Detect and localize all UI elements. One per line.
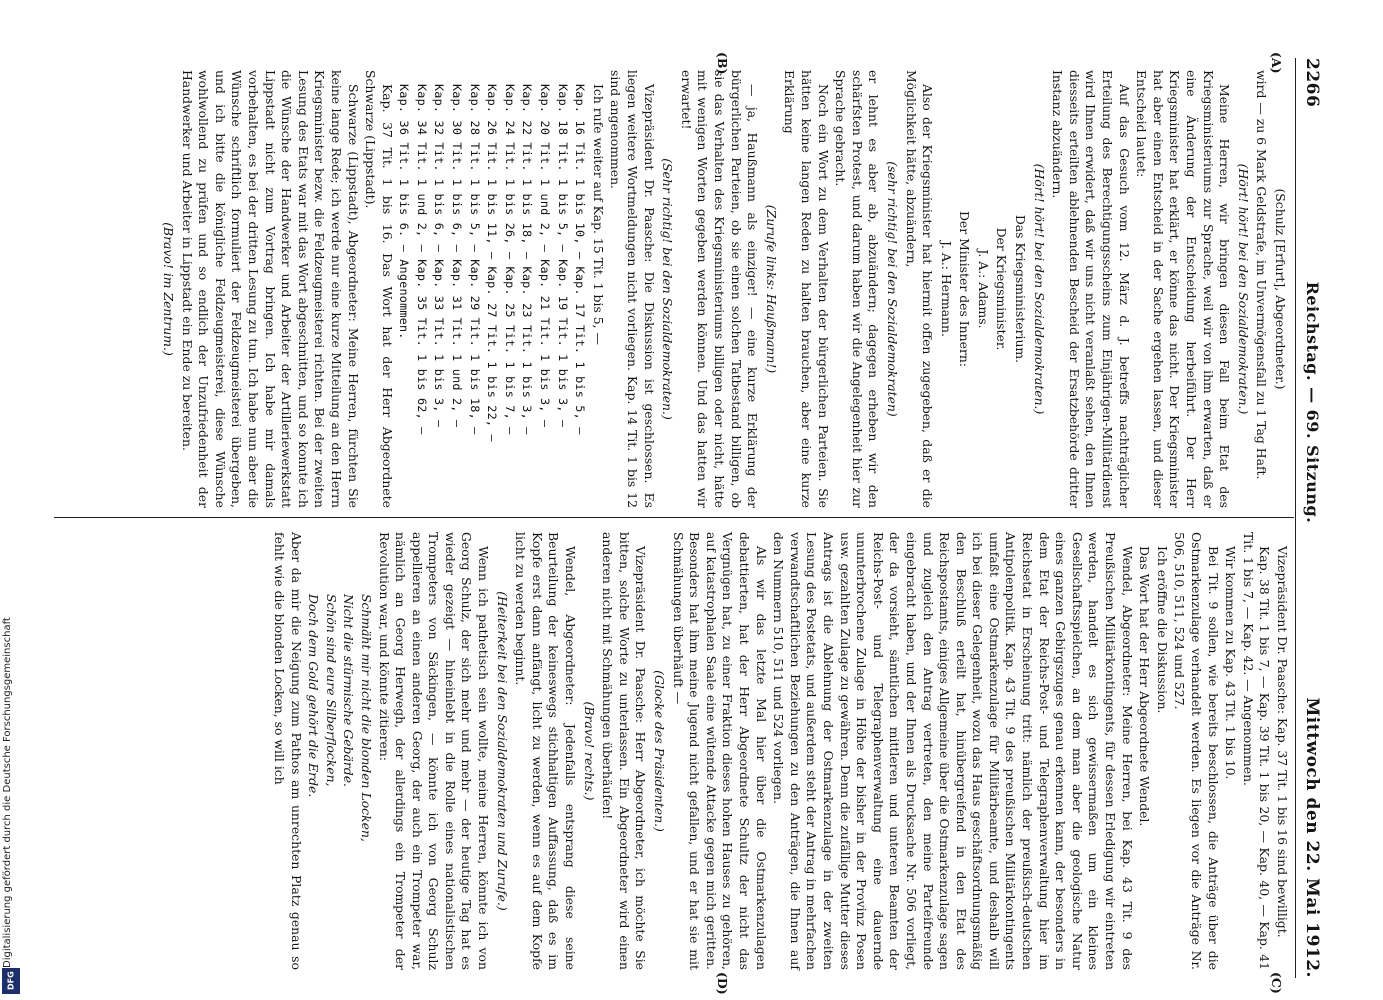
paragraph: Bei Tit. 9 sollen, wie bereits beschlossen, die Anträge über die Ostmarkenzulage verhandelt werden. Es liegen vor die Anträge Nr. 506, 510, 511, 524 und 527. xyxy=(1172,532,1221,970)
paragraph: — ja, Haußmann als einziger! — eine kurze Erklärung der bürgerlichen Parteien, ob sie einen solchen Tatbestand billigen, ob sie das Verhalten des Kriegsministeriums billigen oder nicht, hätte mit wenigen Worten gegeben werden können. Und das hatten wir erwartet! xyxy=(678,70,761,508)
column-divider xyxy=(54,517,1294,518)
paragraph: Aber da mir die Neigung zum Pathos am unrechten Platz genau so fehlt wie die blonden Locken, so will ich xyxy=(271,532,304,970)
paragraph: Kap. 37 Tit. 1 bis 16. Das Wort hat der Herr Abgeordnete Schwarze (Lippstadt). xyxy=(363,70,395,508)
digitization-sidebar xyxy=(0,0,24,1000)
margin-mark-b: (B) xyxy=(715,52,730,75)
margin-mark-c: (C) xyxy=(1269,972,1284,994)
margin-mark-a: (A) xyxy=(1269,52,1284,74)
quoted-decision: Auf das Gesuch vom 12. März d. J. betreffs nachträglicher Erteilung des Berechtigungsscheins zum Einjährigen-Militärdienst wird Ihnen erwidert, daß wir uns nicht veranlaßt sehen, den Ihnen diesseits erteilten ablehnenden Bescheid der Ersatzbehörde dritter Instanz abzuändern. xyxy=(1050,70,1132,508)
speaker-continuation: (Schulz [Erfurt], Abgeordneter.) xyxy=(1273,188,1288,390)
paragraph: Also der Kriegsminister hat hiermit offen zugegeben, daß er die Möglichkeit hätte, abzuändern, xyxy=(903,70,936,508)
speech-schwarze: Schwarze (Lippstadt), Abgeordneter: Meine Herren, fürchten Sie keine lange Rede; ich werde nur eine kurze Mitteilung an den Herrn Kriegsminister bezw. die Feldzeugmeisterei richten. Bei der zweiten Lesung des Etats war mit das Wort abgeschnitten, und so konnte ich die Wünsche der Handwerker und Arbeiter der Artilleriewerkstatt Lippstadt nicht zum Vortrag bringen. Ich habe mir damals vorbehalten, es bei der dritten Lesung zu tun. Ich habe nun aber die Wünsche schriftlich formuliert der Feldzeugmeisterei übergeben, und ich bitte die königliche Feldzeugmeisterei, diese Wünsche wohlwollend zu prüfen und so endlich der Unzufriedenheit der Handwerker und Arbeiter in Lippstadt ein Ende zu bereiten. xyxy=(179,70,361,508)
chapter-list-line: Kap. 34 Tit. 1 und 2, — Kap. 35 Tit. 1 bis 62, — xyxy=(414,84,429,435)
funding-credit: Digitalisierung gefördert durch die Deutsche Forschungsgemeinschaft xyxy=(2,617,13,968)
chapter-list-line: Kap. 18 Tit. 1 bis 5, — Kap. 19 Tit. 1 bis 3, — xyxy=(555,84,570,428)
left-column xyxy=(157,70,1290,508)
paragraph: Kap. 38 Tit. 1 bis 7, — Kap. 39 Tit. 1 bis 20, — Kap. 40, — Kap. 41 Tit. 1 bis 7, — Kap. 42. — Angenommen. xyxy=(1240,532,1273,970)
interjection: (Heiterkeit bei den Sozialdemokraten und Zurufe.) xyxy=(494,591,510,911)
margin-mark-d: (D) xyxy=(715,972,730,995)
interjection: (Glocke des Präsidenten.) xyxy=(652,670,668,832)
paragraph: Noch ein Wort zu dem Verhalten der bürgerlichen Parteien. Sie hätten keine langen Reden zu halten brauchen, aber eine kurze Erklärung xyxy=(782,70,831,508)
document-page xyxy=(40,0,1330,1000)
dfg-logo-icon: DFG xyxy=(2,968,20,994)
chapter-list-line: Kap. 16 Tit. 1 bis 10, — Kap. 17 Tit. 1 bis 5, — xyxy=(573,84,588,435)
chapter-list-line: Kap. 28 Tit. 1 bis 5, — Kap. 29 Tit. 1 bis 18, — xyxy=(467,84,482,435)
signature-line: J. A.: Adams. xyxy=(975,249,991,329)
interjection: (Bravo! rechts.) xyxy=(581,701,597,801)
chapter-list-line: Kap. 20 Tit. 1 und 2, — Kap. 21 Tit. 1 bis 3, — xyxy=(538,84,553,428)
right-column xyxy=(269,532,1290,970)
paragraph: Ich eröffne die Diskussion. xyxy=(1154,546,1170,714)
chapter-list-line: Kap. 24 Tit. 1 bis 26, — Kap. 25 Tit. 1 bis 7, — xyxy=(502,84,517,435)
chapter-list-line: Kap. 22 Tit. 1 bis 18, — Kap. 23 Tit. 1 bis 3, — xyxy=(520,84,535,435)
signature-line: J. A.: Hermann. xyxy=(938,241,954,337)
paragraph: wird — zu 6 Mark Geldstrafe, im Unvermögensfall zu 1 Tag Haft. xyxy=(1254,70,1270,480)
speech-wendel: Wendel, Abgeordneter: Meine Herren, bei Kap. 43 Tit. 9 des Preußischen Militärkontingents, für dessen Erledigung wir eintreten werden, handelt es sich gewissermaßen um ein kleines Gesellschaftsspielchen, an dem man aber die geologische Natur eines ganzen Gebirgszuges genau erkennen kann, der besonders in dem Etat der Reichs-Post- und Telegraphenverwaltung hier im Reichsetat in Erscheinung tritt: nämlich der preußisch-deutschen Antipolenpolitik. Kap. 43 Tit. 9 des preußischen Militärkontingents umfaßt eine Ostmarkenzulage für Militärbeamte, und deshalb will ich bei dieser Gelegenheit, wozu das Haus geschäftsordnungsmäßig den Beschluß erteilt hat, hinübergreifend in den Etat des Reichspostamts, einiges Allgemeine über die Ostmarkenzulage sagen und zugleich den Antrag vertreten, den meine Parteifreunde eingebracht haben, und der Ihnen als Drucksache Nr. 506 vorliegt, der da vorsieht, sämtlichen mittleren und unteren Beamten der Reichs-Post- und Telegraphenverwaltung eine dauernde ununterbrochene Zulage in Höhe der bisher in der Provinz Posen usw. gezahlten Zulage zu gewähren. Denn die zufällige Mutter dieses Antrags ist die Ablehnung der Ostmarkenzulage in der zweiten Lesung des Postetats, und außerdem steht der Antrag in mehrfachen verwandtschaftlichen Beziehungen zu den Anträgen, die Ihnen auf den Nummern 510, 511 und 524 vorliegen. xyxy=(771,532,1135,970)
paragraph: er lehnt es aber ab, abzuändern; dagegen erheben wir den schärfsten Protest, und darum haben wir die Angelegenheit hier zur Sprache gebracht. xyxy=(833,70,882,508)
paragraph: Wenn ich pathetisch sein wollte, meine Herren, könnte ich von Georg Schulz, der sich mehr und mehr — der heutige Tag hat es wieder gezeigt — hineinlebt in die Rolle eines nationalistischen Trompeters von Säckingen, — könnte ich von Georg Schulz appellieren an einen anderen Georg, der auch ein Trompeter war, nämlich an Georg Herwegh, der allerdings ein Trompeter der Revolution war, und könnte zitieren: xyxy=(376,532,492,970)
interjection: (Hört! hört! bei den Sozialdemokraten.) xyxy=(1235,163,1251,415)
poem-line: Nicht die stürmische Gebärde. xyxy=(341,594,357,787)
interjection: (Hört! hört! bei den Sozialdemokraten.) xyxy=(1031,163,1047,415)
signature-line: Der Minister des Innern: xyxy=(957,210,973,368)
chapter-list-line: Kap. 36 Tit. 1 bis 6. — Angenommen. xyxy=(397,84,412,340)
signature-line: Das Kriegsministerium. xyxy=(1013,214,1029,364)
chapter-list-line: Kap. 30 Tit. 1 bis 6, — Kap. 31 Tit. 1 und 2, — xyxy=(450,84,465,428)
president-statement: Vizepräsident Dr. Paasche: Die Diskussion ist geschlossen. Es liegen weitere Wortmeldungen nicht vorliegen. Kap. 14 Tit. 1 bis 12 sind angenommen. xyxy=(608,70,657,508)
paragraph: Als wir das letzte Mal hier über die Ostmarkenzulagen debattierten, hat der Herr Abgeordnete Schultz der nicht das Vergnügen hat, zu einer Fraktion dieses hohen Hauses zu gehören, auf katastrophalen Saale eine wütende Attacke gegen mich geritten. Besonders hat ihm meine Jugend nicht gefallen, und er hat sie mit Schmähungen überhäuft — xyxy=(670,532,769,970)
poem-line: Doch dem Gold gehört die Erde. xyxy=(306,594,322,798)
interjection: (Bravo! im Zentrum.) xyxy=(161,222,176,356)
chapter-list-line: Kap. 32 Tit. 1 bis 6, — Kap. 33 Tit. 1 bis 3, — xyxy=(432,84,447,428)
header-rule xyxy=(1295,58,1296,978)
session-title: Reichstag. — 69. Sitzung. xyxy=(1303,281,1322,524)
poem-line: Schmäht mir nicht die blonden Locken, xyxy=(358,594,374,842)
paragraph: Das Wort hat der Herr Abgeordnete Wendel. xyxy=(1137,546,1153,827)
page-number: 2266 xyxy=(1302,58,1322,108)
poem-line: Schön sind eure Silberflocken, xyxy=(323,594,339,787)
interjection: (Zurufe links: Haußmann!) xyxy=(763,204,779,374)
president-statement: Vizepräsident Dr. Paasche: Kap. 37 Tit. 1 bis 16 sind bewilligt. xyxy=(1275,546,1290,938)
chapter-list-line: Kap. 26 Tit. 1 bis 11, — Kap. 27 Tit. 1 bis 22, — xyxy=(485,84,500,442)
interjection: (Sehr richtig! bei den Sozialdemokraten.) xyxy=(660,158,676,420)
speech-wendel: Wendel, Abgeordneter: Jedenfalls entsprang diese seine Beurteilung der keineswegs stichhaltigen Auffassung, daß es im Kopfe erst dann anfängt, licht zu werden, wenn es auf dem Kopfe licht zu werden beginnt. xyxy=(513,532,579,970)
paragraph: Meine Herren, wir bringen diesen Fall beim Etat des Kriegsministeriums zur Sprache, weil wir von ihm erwarten, daß er eine Änderung der Entscheidung herbeiführt. Der Herr Kriegsminister hat erklärt, er könne das nicht. Der Kriegsminister hat aber einen Entscheid in der Sache ergehen lassen, und dieser Entscheid lautet: xyxy=(1134,70,1233,508)
paragraph: Wir kommen zu Kap. 43 Tit. 1 bis 10. xyxy=(1223,546,1239,780)
president-statement: Vizepräsident Dr. Paasche: Herr Abgeordneter, ich möchte Sie bitten, solche Worte zu unterlassen. Ein Abgeordneter wird einen anderen nicht mit Schmähungen überhäufen! xyxy=(600,532,649,970)
signature-line: Der Kriegsminister. xyxy=(994,227,1010,351)
session-date: Mittwoch den 22. Mai 1912. xyxy=(1302,697,1322,978)
page-header xyxy=(1296,58,1322,978)
interjection: (sehr richtig! bei den Sozialdemokraten) xyxy=(884,161,900,417)
paragraph: Ich rufe weiter auf Kap. 15 Tit. 1 bis 5, — xyxy=(590,84,606,345)
